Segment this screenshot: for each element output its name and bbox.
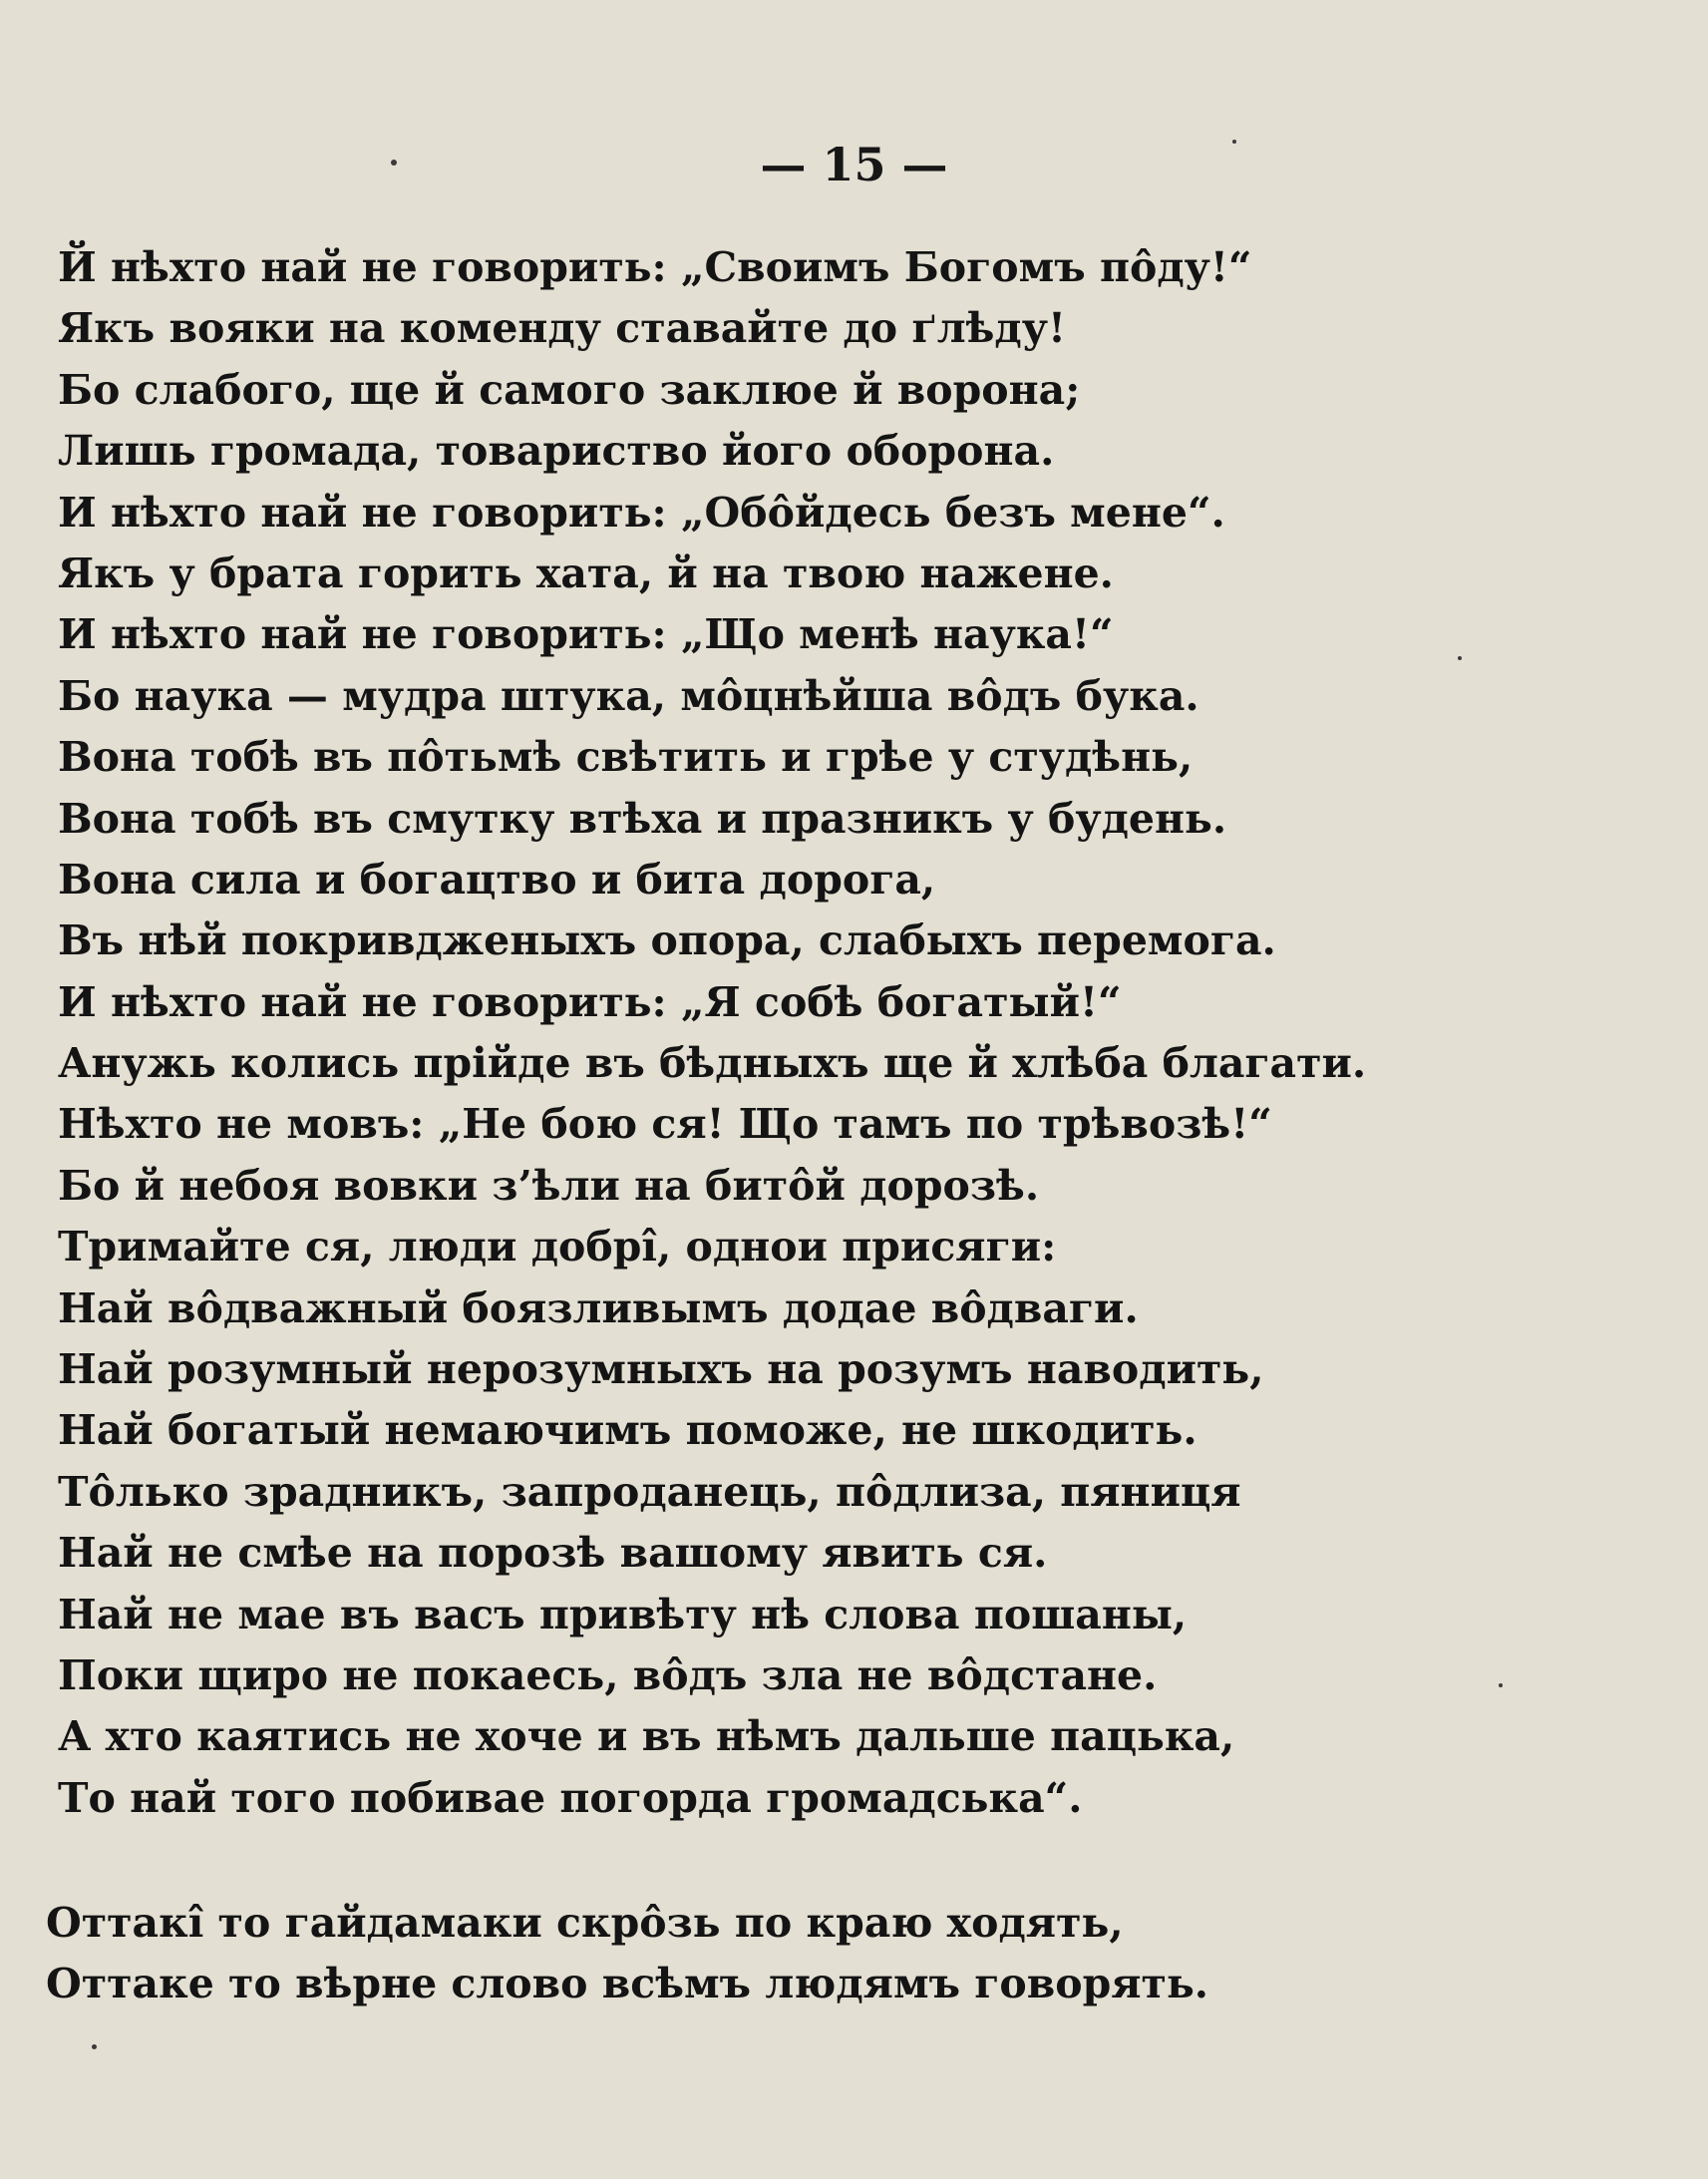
poem-line: Най не мае въ васъ привѣту нѣ слова пошаны, [58,1590,1188,1638]
paper-speck [1232,140,1236,144]
paper-speck [1499,1683,1503,1687]
poem-line: И нѣхто най не говорить: „Я собѣ богатый!“ [58,977,1122,1026]
poem-line: Тôлько зрадникъ, запроданець, пôдлиза, пяниця [58,1467,1241,1516]
poem-line: Лишь громада, товариство його оборона. [58,427,1055,476]
poem-line: Най вôдважный боязливымъ додае вôдваги. [58,1283,1139,1332]
poem-line: Вона сила и богацтво и бита дорога, [58,855,936,904]
poem-stanza-2 [46,1893,1208,2015]
poem-line: Якъ вояки на коменду ставайте до ґлѣду! [58,304,1067,353]
poem-line: Анужь колись прiйде въ бѣдныхъ ще й хлѣба благати. [58,1039,1367,1088]
poem-line: То най того побивае погорда громадська“. [58,1773,1083,1822]
poem-line: Бо слабого, ще й самого заклюе й ворона; [58,365,1081,414]
paper-speck [92,2044,97,2049]
poem-line: И нѣхто най не говорить: „Що менѣ наука!“ [58,610,1114,659]
poem-line: Поки щиро не покаесь, вôдъ зла не вôдстане. [58,1650,1158,1699]
poem-line: Най не смѣе на порозѣ вашому явить ся. [58,1529,1048,1578]
poem-line: Въ нѣй покривдженыхъ опора, слабыхъ перемога. [58,916,1276,965]
poem-line: И нѣхто най не говорить: „Обôйдесь безъ мене“. [58,488,1225,537]
poem-line: А хто каятись не хоче и въ нѣмъ дальше пацька, [58,1712,1235,1761]
poem-line: Вона тобѣ въ смутку втѣха и празникъ у будень. [58,794,1227,843]
poem-line: Нѣхто не мовъ: „Не бою ся! Що тамъ по трѣвозѣ!“ [58,1100,1272,1149]
page-number: — 15 — [760,138,948,191]
poem-line: Най розумный нерозумныхъ на розумъ наводить, [58,1345,1264,1394]
paper-speck [391,160,397,166]
poem-line: Най богатый немаючимъ поможе, не шкодить. [58,1406,1197,1455]
poem-line: Оттаке то вѣрне слово всѣмъ людямъ говорять. [46,1960,1209,2008]
poem-line: Бо наука — мудра штука, мôцнѣйша вôдъ бука. [58,671,1199,720]
poem-line: Оттакî то гайдамаки скрôзь по краю ходять, [46,1899,1124,1947]
poem-line: Й нѣхто най не говорить: „Своимъ Богомъ пôду!“ [58,243,1252,291]
paper-speck [1458,656,1462,660]
poem-line: Бо й небоя вовки з’ѣли на битôй дорозѣ. [58,1161,1040,1210]
poem-line: Вона тобѣ въ пôтьмѣ свѣтить и грѣе у студѣнь, [58,733,1194,782]
poem-line: Якъ у брата горить хата, й на твою нажене. [58,548,1114,597]
poem-stanza-1 [58,237,1366,1829]
poem-line: Тримайте ся, люди добрî, однои присяги: [58,1223,1057,1271]
